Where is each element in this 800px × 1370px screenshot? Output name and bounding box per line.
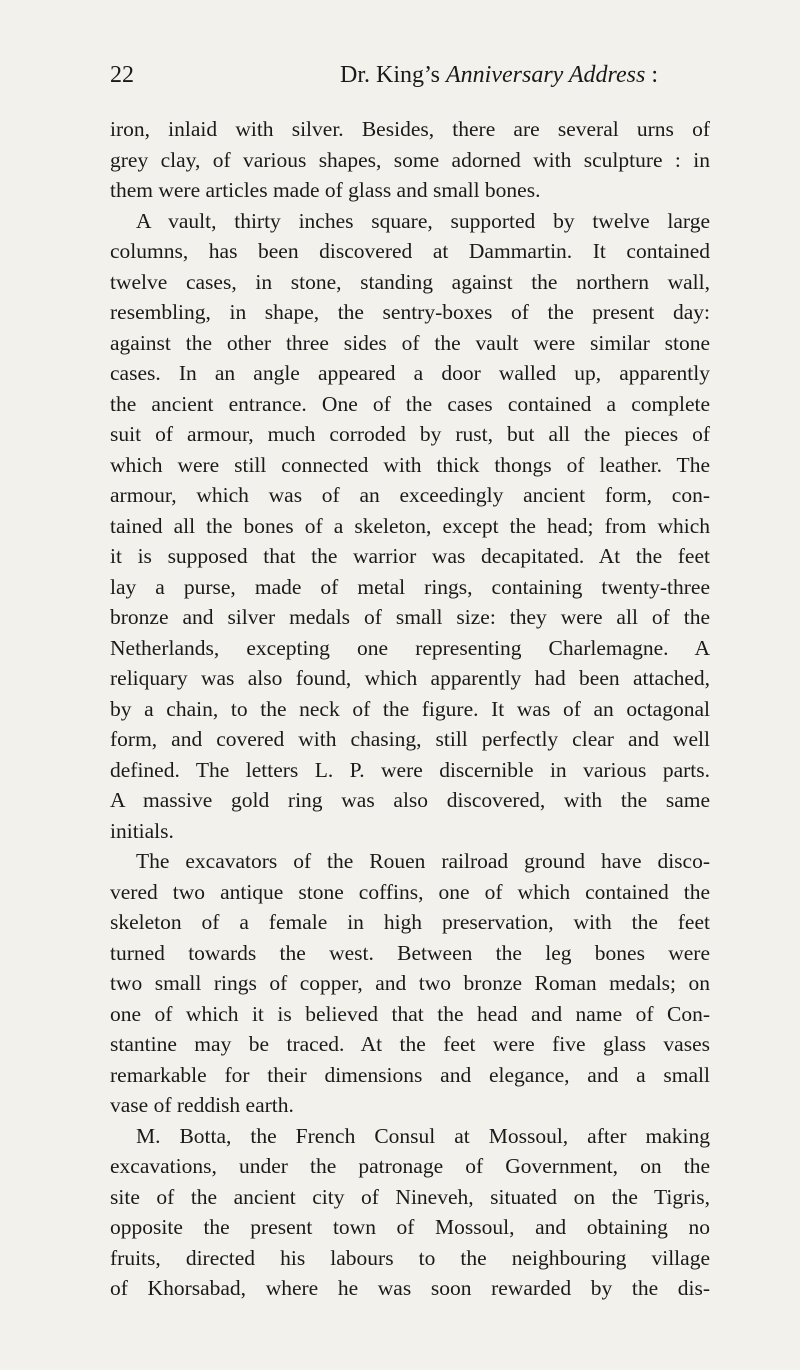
text-line: M. Botta, the French Consul at Mossoul, after making xyxy=(136,1123,710,1148)
text-line: one of which it is believed that the head and name of Con- xyxy=(110,1001,710,1026)
text-line: opposite the present town of Mossoul, and obtaining no xyxy=(110,1215,710,1239)
text-line: it is supposed that the warrior was decapitated. At the feet xyxy=(110,544,710,568)
text-line: The excavators of the Rouen railroad ground have disco- xyxy=(136,849,710,873)
text-line: tained all the bones of a skeleton, except the head; from which xyxy=(110,513,710,538)
text-line: site of the ancient city of Nineveh, situated on the Tigris, xyxy=(110,1184,710,1209)
text-line: two small rings of copper, and two bronze Roman medals; on xyxy=(110,971,710,995)
page-number: 22 xyxy=(110,62,134,88)
text-line: armour, which was of an exceedingly ancient form, con- xyxy=(110,483,710,507)
text-line: iron, inlaid with silver. Besides, there are several urns of xyxy=(110,117,710,141)
text-line: vered two antique stone coffins, one of which contained the xyxy=(110,879,710,904)
text-line: defined. The letters L. P. were discernible in various parts. xyxy=(110,757,710,782)
text-line: excavations, under the patronage of Government, on the xyxy=(110,1154,710,1178)
text-line: fruits, directed his labours to the neighbouring village xyxy=(110,1245,710,1270)
text-line: them were articles made of glass and small bones. xyxy=(110,178,541,202)
text-line: cases. In an angle appeared a door walled up, apparently xyxy=(110,361,710,385)
running-head xyxy=(340,62,658,89)
text-line: stantine may be traced. At the feet were five glass vases xyxy=(110,1032,710,1056)
text-line: Netherlands, excepting one representing Charlemagne. A xyxy=(110,635,710,660)
running-head-colon: : xyxy=(645,62,658,88)
running-head-title: Anniversary Address xyxy=(446,62,646,88)
text-line: reliquary was also found, which apparently had been attached, xyxy=(110,666,710,690)
text-line: vase of reddish earth. xyxy=(110,1093,294,1117)
text-line: suit of armour, much corroded by rust, but all the pieces of xyxy=(110,422,710,446)
text-line: which were still connected with thick thongs of leather. The xyxy=(110,452,710,477)
running-head-author: Dr. King’s xyxy=(340,62,447,88)
text-line: resembling, in shape, the sentry-boxes of the present day: xyxy=(110,300,710,324)
text-line: of Khorsabad, where he was soon rewarded by the dis- xyxy=(110,1276,710,1300)
text-line: bronze and silver medals of small size: they were all of the xyxy=(110,605,710,629)
text-line: twelve cases, in stone, standing against the northern wall, xyxy=(110,269,710,294)
text-line: turned towards the west. Between the leg bones were xyxy=(110,940,710,965)
text-line: skeleton of a female in high preservation, with the feet xyxy=(110,910,710,934)
text-line: columns, has been discovered at Dammartin. It contained xyxy=(110,239,710,263)
text-line: grey clay, of various shapes, some adorned with sculpture : in xyxy=(110,147,710,172)
text-line: the ancient entrance. One of the cases contained a complete xyxy=(110,391,710,416)
text-line: initials. xyxy=(110,818,174,843)
text-line: by a chain, to the neck of the figure. It was of an octagonal xyxy=(110,696,710,721)
body-text xyxy=(110,114,710,1304)
text-line: remarkable for their dimensions and elegance, and a small xyxy=(110,1062,710,1087)
text-line: lay a purse, made of metal rings, containing twenty-three xyxy=(110,574,710,599)
text-line: form, and covered with chasing, still perfectly clear and well xyxy=(110,727,710,751)
page-header xyxy=(110,62,710,98)
text-line: A vault, thirty inches square, supported by twelve large xyxy=(136,208,710,233)
text-line: against the other three sides of the vault were similar stone xyxy=(110,330,710,355)
text-line: A massive gold ring was also discovered, with the same xyxy=(110,788,710,812)
